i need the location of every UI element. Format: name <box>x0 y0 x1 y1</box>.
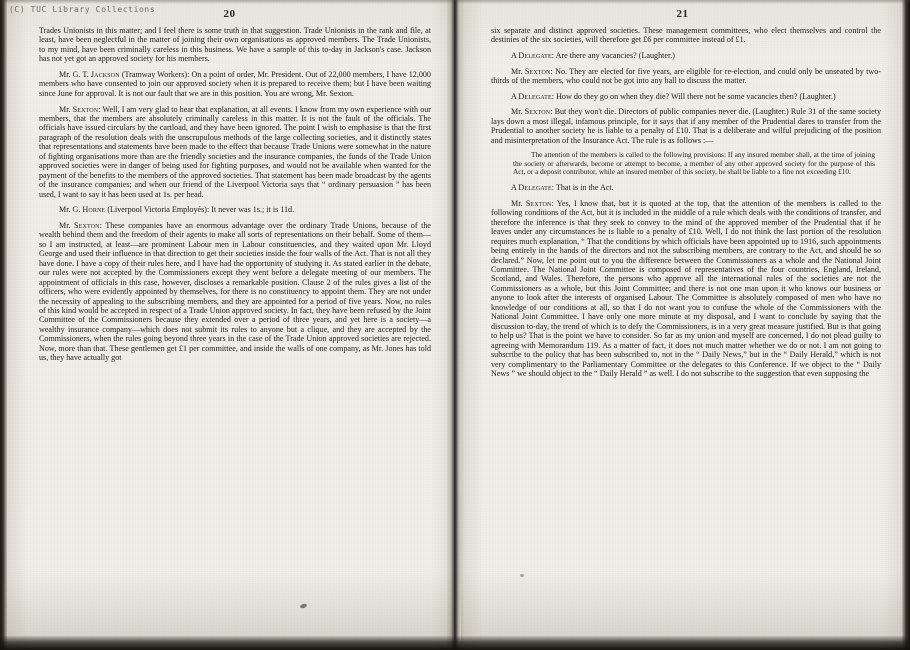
speaker-name: Sexton <box>525 198 552 208</box>
paragraph: A Delegate: Are there any vacancies? (Laughter.) <box>511 51 675 61</box>
speaker-name: Sexton <box>524 107 551 117</box>
paragraph: Mr. Sexton: No. They are elected for five years, are eligible for re-election, and could only be unseated by two-thirds of the members, who could not be got into any hall to discuss the matter. <box>491 66 881 86</box>
speaker-name: Horne <box>82 205 106 215</box>
left-page <box>6 0 453 650</box>
top-edge-shadow <box>0 0 910 4</box>
paragraph: Mr. Sexton: Yes, I know that, but it is quoted at the top, that the attention of the members is called to the following conditions of the Act, but it is included in the middle of a rule which deals with the conditions of transfer, and therefore the inference is that they seek to convey to the mind of the approved member of the Prudential that if he leaves under any circumstances he is liable to a penalty of £10. Well, I do not think the last portion of the resolution requires much explanation, “ That the conditions by which officials have been appointed up to 1916, such appointments being entirely in the hands of the directors and not the subscribing members, are contrary to the Act, and should be so declared.” Now, let me point out to you the difference between the Commissioners as a whole and the National Joint Committee. The National Joint Committee is composed of representatives of the four countries, England, Ireland, Scotland, and Wales. Therefore, the persons who approve all the international rules of the societies are not the Commissioners as a whole, but this Joint Committee; and there is not one man upon it who knows our business or anyone to look after the interests of organised Labour. The Committee is absolutely composed of men who have no knowledge of our conditions at all, so that I do not want you to confuse the whole of the Commissioners with the National Joint Committee. I have only one more minute at my disposal, and I want to conclude by saying that the discussion to-day, the trend of which is to defy the Commissioners, is in a very great measure justified. But is that going to help us? That is the point we have to consider. So far as my union and myself are concerned, I do not plead guilty to agreeing with Memorandum 119. As a matter of fact, it does not much matter whether we do or not. I am not going to subscribe to the policy that has been subscribed to, not in the “ Daily News,” but in the “ Daily Herald,” which is not very complimentary to the Parliamentary Committee or the delegates to this Conference. If we object to the “ Daily News ” we should object to the “ Daily Herald ” as well. I do not subscribe to the suggestion that even supposing the <box>491 198 881 378</box>
speaker-name: Delegate <box>518 91 552 101</box>
paragraph: A Delegate: That is in the Act. <box>511 183 614 193</box>
right-page-number: 21 <box>676 8 689 20</box>
right-page-edge <box>902 0 910 650</box>
speaker-name: Sexton <box>524 66 551 76</box>
paragraph: Mr. G. Horne (Liverpool Victoria Employés): It never was 1s.; it is 11d. <box>59 205 295 215</box>
book-gutter <box>446 0 464 650</box>
speaker-name: Delegate <box>518 51 552 61</box>
paragraph: A Delegate: How do they go on when they die? Will there not be some vacancies then? (Laughter.) <box>511 91 836 101</box>
speaker-name: Delegate <box>518 183 552 193</box>
block-quotation: The attention of the members is called to the following provisions: If any insured member shall, at the time of joining the society or afterwards, become or attempt to become, a member of any other approved society for the purpose of this Act, or a deposit contributor, while an insured member of this society, he shall be liable to a fine not exceeding £10. <box>513 150 875 177</box>
left-page-edge <box>0 0 7 650</box>
left-page-number: 20 <box>223 8 236 20</box>
right-page-text-column <box>491 26 881 385</box>
speaker-name: Sexton <box>72 104 99 114</box>
left-page-text-column <box>39 26 431 369</box>
library-watermark: (C) TUC Library Collections <box>9 5 156 14</box>
right-page <box>461 0 904 650</box>
paragraph: six separate and distinct approved societies. These management committees, who elect themselves and control the destinies of the six societies, will therefore get £6 per committee instead of £1. <box>491 26 881 45</box>
speaker-name: Jackson <box>90 70 120 79</box>
bottom-edge-shadow <box>0 636 910 650</box>
paragraph: Mr. Sexton: Well, I am very glad to hear that explanation, at all events. I know from my own experience with our members, that the members are absolutely criminally careless in this matter. It is not the fault of the officials. The officials have issued circulars by the cartload, and they have been ignored. The point I wish to emphasise is that the first paragraph of the resolution deals with the unscrupulous methods of the large collecting societies, and it distinctly states that representations and statements have been made to the effect that because Trade Unions were somewhat in the nature of fighting organisations more than are the friendly societies and the insurance companies, the funds of the Trade Union approved societies were in danger of being used for fighting purposes, and would not be available when wanted for the payment of the benefits to the members of the approved societies. That statement has been made broadcast by the agents of the insurance companies; and when our friend of the Liverpool Victoria says that “ ordinary persuasion ” has been used, I want to say it has been used at 1s. per head. <box>39 104 431 199</box>
paragraph: Trades Unionists in this matter; and I feel there is some truth in that suggestion. Trade Unionists in the rank and file, at least, have been neglectful in the matter of joining their own organisations as approved members. The Trade Unionists, to my mind, have been criminally careless in this business. We have a sample of this to-day in Jackson's case. Jackson has not yet got an approved society for his members. <box>39 26 431 64</box>
paragraph: Mr. G. T. Jackson (Tramway Workers): On a point of order, Mr. President. Out of 22,000 members, I have 12,000 members who have consented to join our approved society when it is prepared to receive them; but I have been waiting since June for approval. It is not our fault that we are in this position. You are wrong, Mr. Sexton. <box>39 70 431 98</box>
paragraph: Mr. Sexton: But they won't die. Directors of public companies never die. (Laughter.) Rule 31 of the same society lays down a most illegal, infamous principle, for it says that if any member of the Prudential dares to transfer from the Prudential to another society he is liable to a penalty of £10. That is a deliberate and wilful prejudicing of the position and misinterpretation of the Insurance Act. The rule is as follows :— <box>491 107 881 145</box>
paragraph: Mr. Sexton: These companies have an enormous advantage over the ordinary Trade Unions, because of the wealth behind them and the freedom of their agents to make all sorts of representations on their behalf. Some of them—so I am instructed, at least—are prominent Labour men in Labour constituencies, and they waited upon Mr. Lloyd George and used their influence in that direction to get their societies inside the four walls of the Act. That is not all they have done. I have a copy of their rules here, and I have had the opportunity of studying it. As stated earlier in the debate, our rules were not accepted by the Commissioners except they went before a delegate meeting of our members. The appointment of officials in this case, however, discloses a remarkable position. Clause 2 of the rules gives a list of the officers, who were evidently appointed by themselves, for there is no constituency to appoint them. They are not under the necessity of appealing to the subscribing members, and they are appointed for a period of five years. Now, no rules of this kind would be accepted in respect of a Trade Union approved society. In fact, they have been refused by the Joint Committee of the Commissioners because they extended over a period of three years, and yet here is a society—a wealthy insurance company—which does not submit its rules to anyone but a clique, and they are accepted by the Commissioners, when the rules going beyond three years in the case of the Trade Union approved societies are rejected. Now, more than that. These gentlemen get £1 per committee, and inside the walls of one company, as Mr. Jones has told us, they have actually got <box>39 220 431 363</box>
speaker-name: Sexton <box>74 220 100 230</box>
